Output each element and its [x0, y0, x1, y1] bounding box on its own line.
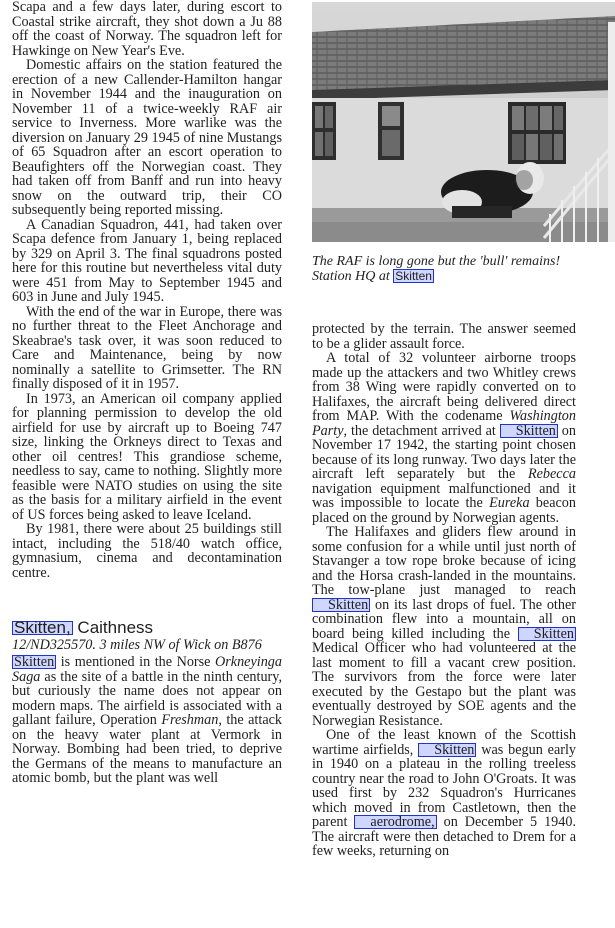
paragraph: A total of 32 volunteer airborne troops made up the attackers and two Whitley crews from 38 Wing were rapidly converted on to Halifaxes, the aircraft being delivered direct from MAP. With the codename Washington Party, the detachment arrived at Skitten on November 17 1942, the starting point chosen because of its long runway. Two days later the aircraft left separately but the Rebecca navigation equipment malfunctioned and it was impossible to locate the Eureka beacon placed on the ground by Norwegian agents. [312, 350, 576, 526]
search-highlight: Skitten [500, 424, 558, 438]
section-heading [12, 618, 282, 638]
paragraph: Scapa and a few days later, during escort to Coastal strike aircraft, they shot down a Ju 88 off the coast of Norway. The squadron left for Hawkinge on New Year's Eve. [12, 0, 282, 59]
right-column [312, 322, 576, 859]
paragraph: Domestic affairs on the station featured the erection of a new Callender-Hamilton hangar in November 1944 and the inauguration on November 11 of a twice-weekly RAF air service to Inverness. More warlike was the diversion on January 29 1945 of nine Mustangs of 65 Squadron after an escort operation to Beaufighters off the Norwegian coast. They had taken off from Banff and run into heavy snow on the outward trip, their CO subsequently being reported missing. [12, 57, 282, 218]
search-highlight: Skitten, [14, 618, 71, 637]
section-gap [12, 580, 282, 618]
paragraph: The Halifaxes and gliders flew around in some confusion for a while until just north of Stavanger a tow rope broke because of icing and the Horsa crash-landed in the mountains. The tow-plane just managed to reach Skitten on its last drops of fuel. The other combination flew into a mountain, all on board being killed including the Skitten Medical Officer who had volunteered at the last moment to fill a vacant crew position. The survivors from the force were later executed by the Gestapo but the plant was eventually destroyed by SOE agents and the Norwegian Resistance. [312, 524, 576, 729]
paragraph: protected by the terrain. The answer seemed to be a glider assault force. [312, 321, 576, 352]
section-heading-text: Caithness [72, 618, 154, 637]
search-highlight: Skitten [518, 627, 576, 641]
search-highlight: Skitten [14, 654, 55, 670]
grid-reference: 12/ND325570. 3 miles NW of Wick on B876 [12, 637, 262, 653]
left-column [12, 0, 282, 786]
paragraph: By 1981, there were about 25 buildings still intact, including the 518/40 watch office, gymnasium, cinema and decontamination centre. [12, 521, 282, 581]
search-highlight: Skitten [395, 269, 432, 283]
search-highlight: Skitten [418, 743, 476, 757]
photo-caption: The RAF is long gone but the 'bull' remains! Station HQ at Skitten [312, 254, 561, 284]
photo-station-hq [312, 2, 615, 242]
paragraph: With the end of the war in Europe, there was no further threat to the Fleet Anchorage and Skeabrae's task over, it was soon reduced to Care and Maintenance, being by now nominally a satellite to Grimsetter. The RN finally disposed of it in 1957. [12, 303, 282, 392]
search-highlight: Skitten [312, 598, 370, 612]
photo-station-hq-bull-icon [312, 2, 615, 242]
paragraph: One of the least known of the Scottish wartime airfields, Skitten was begun early in 1940 on a plateau in the rolling treeless country near the road to John O'Groats. It was used first by 232 Squadron's Hurricanes which moved in from Castletown, then the parent aerodrome, on December 5 1940. The aircraft were then detached to Drem for a few weeks, returning on [312, 727, 577, 859]
paragraph: Skitten is mentioned in the Norse Orkneyinga Saga as the site of a battle in the ninth century, but curiously the name does not appear on modern maps. The airfield is associated with a gallant failure, Operation Freshman, the attack on the heavy water plant at Vermork in Norway. Bombing had been tried, to deprive the Germans of the means to manufacture an atomic bomb, but the plant was well [12, 654, 283, 786]
paragraph: A Canadian Squadron, 441, had taken over Scapa defence from January 1, being replaced by 329 on April 3. The final squadrons posted here for this routine but nevertheless vital duty were 451 from May to September 1945 and 603 in June and July 1945. [12, 216, 282, 305]
search-highlight: aerodrome, [354, 815, 436, 829]
paragraph: In 1973, an American oil company applied for planning permission to develop the old airfield for use by aircraft up to Boeing 747 size, linking the Orkneys direct to Texas and other oil centres! This grandiose scheme, needless to say, came to nothing. Slightly more feasible were NATO studies on using the site as the basis for a military airfield in the event of US forces being asked to leave Iceland. [12, 390, 282, 523]
